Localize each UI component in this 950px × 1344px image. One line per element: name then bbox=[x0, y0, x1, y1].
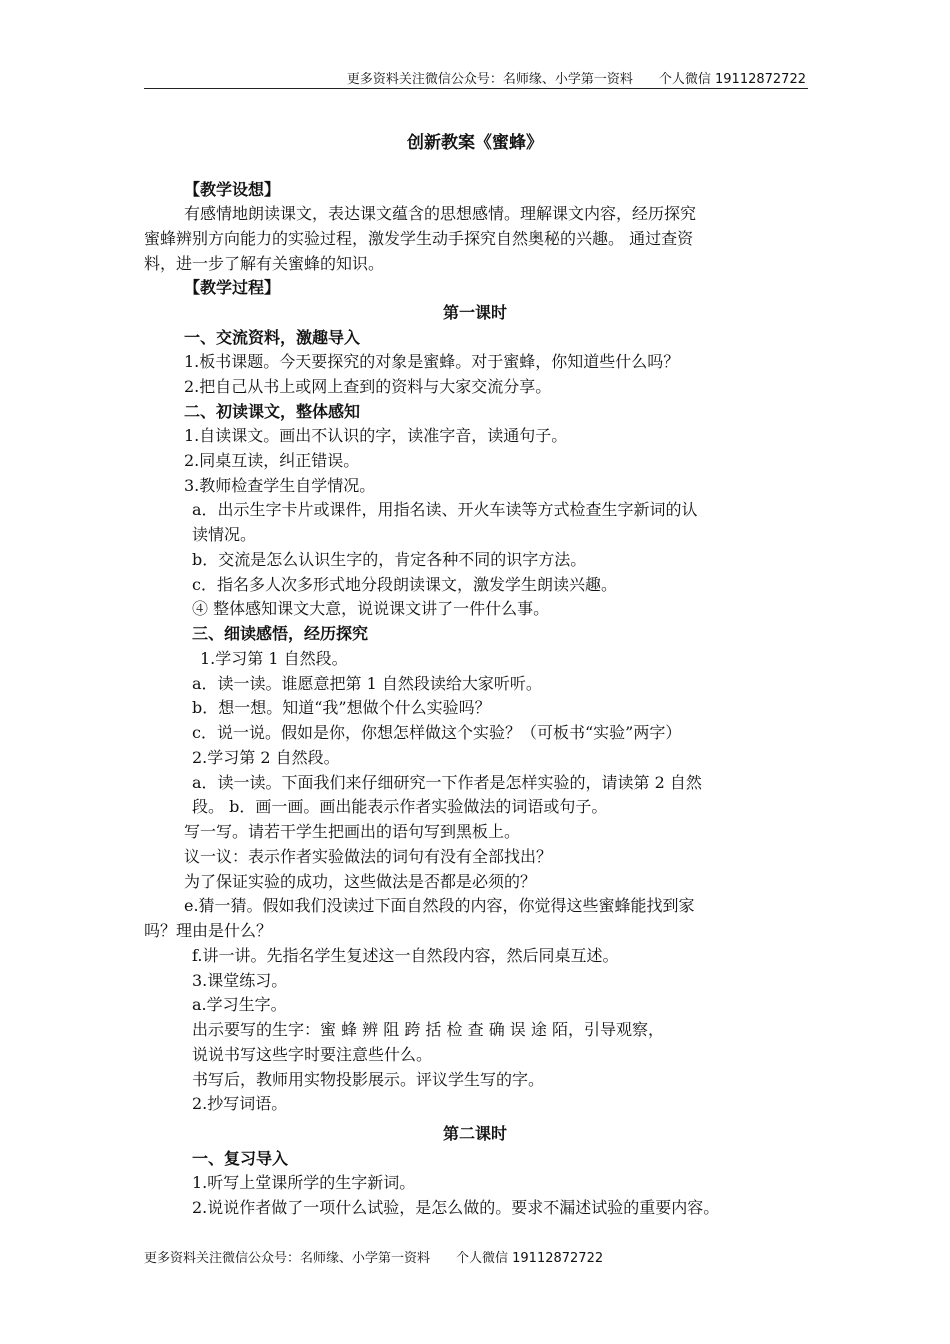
list-item: 写一写。请若干学生把画出的语句写到黑板上。 bbox=[184, 822, 521, 841]
list-item: 2.说说作者做了一项什么试验，是怎么做的。要求不漏述试验的重要内容。 bbox=[192, 1198, 720, 1217]
list-item: a．读一读。谁愿意把第 1 自然段读给大家听听。 bbox=[192, 674, 542, 693]
lesson2-heading: 第二课时 bbox=[442, 1124, 507, 1143]
document-title: 创新教案《蜜蜂》 bbox=[407, 133, 543, 153]
lesson1-part1-heading: 一、交流资料，激趣导入 bbox=[184, 328, 361, 347]
list-item: 段。 b．画一画。画出能表示作者实验做法的词语或句子。 bbox=[192, 797, 608, 816]
list-item: 2.把自己从书上或网上查到的资料与大家交流分享。 bbox=[184, 377, 552, 396]
list-item: 吗？理由是什么？ bbox=[144, 921, 273, 940]
list-item: 读情况。 bbox=[192, 525, 257, 544]
design-line-3: 料，进一步了解有关蜜蜂的知识。 bbox=[144, 254, 385, 273]
list-item: a．读一读。下面我们来仔细研究一下作者是怎样实验的，请读第 2 自然 bbox=[192, 773, 702, 792]
list-item: b．交流是怎么认识生字的，肯定各种不同的识字方法。 bbox=[192, 550, 587, 569]
header-text: 更多资料关注微信公众号：名师缘、小学第一资料 个人微信 19112872722 bbox=[346, 72, 806, 87]
list-item: c．指名多人次多形式地分段朗读课文，激发学生朗读兴趣。 bbox=[192, 575, 617, 594]
list-item: 1.听写上堂课所学的生字新词。 bbox=[192, 1173, 416, 1192]
list-item: ④ 整体感知课文大意，说说课文讲了一件什么事。 bbox=[192, 599, 550, 618]
list-item: a．出示生字卡片或课件，用指名读、开火车读等方式检查生字新词的认 bbox=[192, 500, 698, 519]
section-heading-process: 【教学过程】 bbox=[184, 278, 281, 297]
section-heading-design: 【教学设想】 bbox=[184, 180, 281, 199]
list-item: 3.课堂练习。 bbox=[192, 971, 288, 990]
list-item: 2.学习第 2 自然段。 bbox=[192, 748, 340, 767]
list-item: 1.自读课文。画出不认识的字，读准字音，读通句子。 bbox=[184, 426, 568, 445]
lesson2-part1-heading: 一、复习导入 bbox=[192, 1149, 289, 1168]
page-header bbox=[144, 66, 808, 89]
list-item: 书写后，教师用实物投影展示。评议学生写的字。 bbox=[192, 1070, 545, 1089]
list-item: f.讲一讲。先指名学生复述这一自然段内容，然后同桌互述。 bbox=[192, 946, 619, 965]
design-line-1: 有感情地朗读课文，表达课文蕴含的思想感情。理解课文内容，经历探究 bbox=[184, 204, 697, 223]
lesson1-heading: 第一课时 bbox=[442, 303, 507, 322]
list-item: 3.教师检查学生自学情况。 bbox=[184, 476, 376, 495]
list-item: a.学习生字。 bbox=[192, 995, 287, 1014]
design-line-2: 蜜蜂辨别方向能力的实验过程，激发学生动手探究自然奥秘的兴趣。 通过查资 bbox=[144, 229, 694, 248]
list-item: 2.抄写词语。 bbox=[192, 1094, 288, 1113]
list-item: 说说书写这些字时要注意些什么。 bbox=[192, 1045, 433, 1064]
list-item: 1.学习第 1 自然段。 bbox=[200, 649, 348, 668]
page-footer: 更多资料关注微信公众号：名师缘、小学第一资料 个人微信 19112872722 bbox=[144, 1251, 604, 1266]
list-item: c．说一说。假如是你，你想怎样做这个实验？（可板书“实验”两字） bbox=[192, 723, 682, 742]
list-item: 1.板书课题。今天要探究的对象是蜜蜂。对于蜜蜂，你知道些什么吗？ bbox=[184, 352, 680, 371]
list-item: b．想一想。知道“我”想做个什么实验吗？ bbox=[192, 698, 491, 717]
list-item: 为了保证实验的成功，这些做法是否都是必须的？ bbox=[184, 872, 537, 891]
lesson1-part3-heading: 三、细读感悟，经历探究 bbox=[192, 624, 369, 643]
list-item: 出示要写的生字：蜜 蜂 辨 阻 跨 括 检 查 确 误 途 陌，引导观察， bbox=[192, 1020, 664, 1039]
list-item: 2.同桌互读，纠正错误。 bbox=[184, 451, 360, 470]
list-item: e.猜一猜。假如我们没读过下面自然段的内容，你觉得这些蜜蜂能找到家 bbox=[184, 896, 695, 915]
lesson1-part2-heading: 二、初读课文，整体感知 bbox=[184, 402, 361, 421]
list-item: 议一议：表示作者实验做法的词句有没有全部找出？ bbox=[184, 847, 553, 866]
